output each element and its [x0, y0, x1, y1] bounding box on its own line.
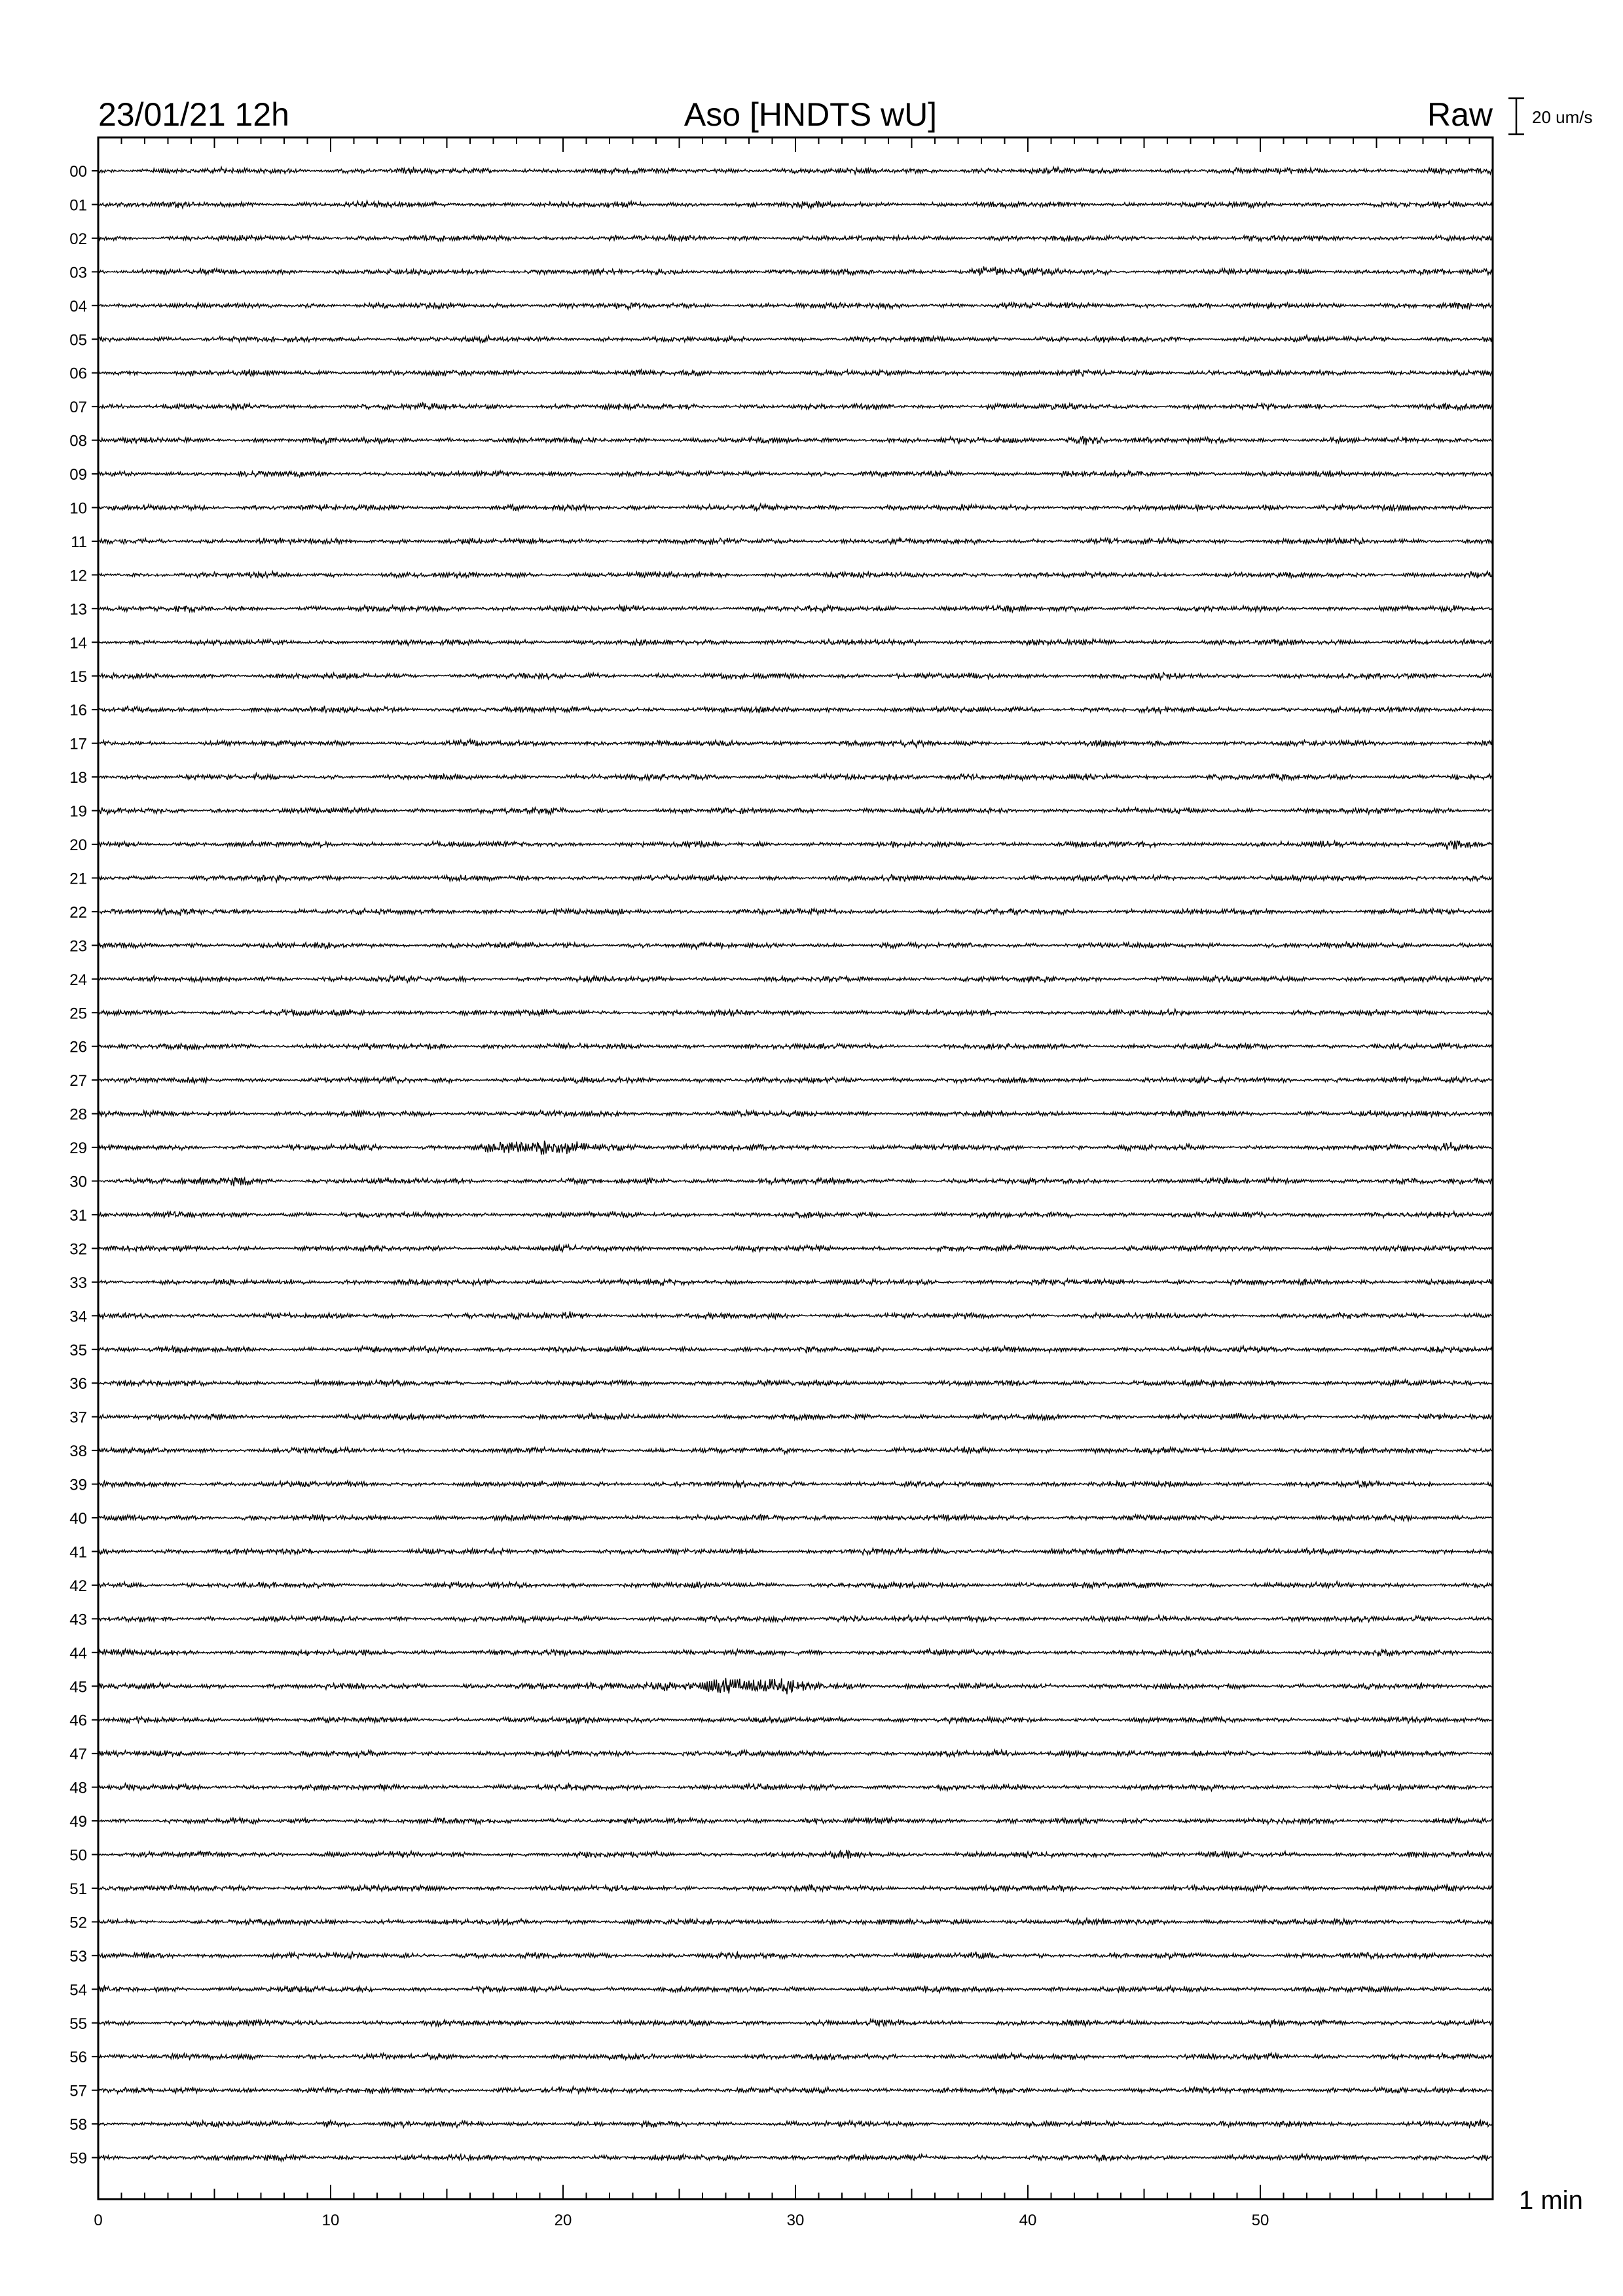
trace-row-50	[98, 1850, 1493, 1859]
trace-row-25	[98, 1009, 1493, 1016]
trace-row-21	[98, 874, 1493, 882]
trace-row-35	[98, 1346, 1493, 1353]
trace-row-32	[98, 1245, 1493, 1252]
x-tick-label: 50	[1251, 2212, 1269, 2229]
trace-row-54	[98, 1986, 1493, 1993]
trace-row-55	[98, 2019, 1493, 2026]
mode-label: Raw	[1427, 96, 1493, 133]
trace-row-28	[98, 1110, 1493, 1117]
trace-row-37	[98, 1413, 1493, 1420]
trace-row-46	[98, 1716, 1493, 1723]
row-label-28: 28	[69, 1105, 87, 1124]
trace-row-29	[98, 1141, 1493, 1155]
trace-row-24	[98, 976, 1493, 983]
x-tick-label: 40	[1019, 2212, 1037, 2229]
row-label-25: 25	[69, 1005, 87, 1023]
trace-row-47	[98, 1749, 1493, 1757]
trace-row-49	[98, 1818, 1493, 1825]
row-label-00: 00	[69, 163, 87, 181]
trace-row-45	[98, 1678, 1493, 1695]
trace-row-14	[98, 639, 1493, 646]
trace-row-56	[98, 2053, 1493, 2061]
trace-row-00	[98, 167, 1493, 174]
trace-row-57	[98, 2087, 1493, 2094]
x-unit-label: 1 min	[1519, 2186, 1583, 2215]
scale-bar	[1508, 98, 1524, 134]
row-label-32: 32	[69, 1240, 87, 1259]
row-label-51: 51	[69, 1880, 87, 1898]
date-hour-label: 23/01/21 12h	[98, 96, 289, 133]
row-label-47: 47	[69, 1746, 87, 1764]
row-label-39: 39	[69, 1476, 87, 1494]
row-label-34: 34	[69, 1308, 87, 1326]
row-label-12: 12	[69, 567, 87, 585]
row-label-15: 15	[69, 668, 87, 686]
trace-row-15	[98, 673, 1493, 679]
row-label-55: 55	[69, 2015, 87, 2033]
trace-row-10	[98, 504, 1493, 511]
trace-row-03	[98, 266, 1493, 276]
row-label-10: 10	[69, 499, 87, 518]
trace-row-27	[98, 1077, 1493, 1084]
row-label-18: 18	[69, 769, 87, 787]
row-label-14: 14	[69, 634, 87, 653]
trace-row-23	[98, 942, 1493, 949]
trace-row-36	[98, 1380, 1493, 1387]
trace-row-39	[98, 1480, 1493, 1487]
row-label-08: 08	[69, 432, 87, 450]
row-label-05: 05	[69, 331, 87, 350]
row-label-33: 33	[69, 1274, 87, 1292]
row-label-53: 53	[69, 1947, 87, 1965]
row-label-48: 48	[69, 1779, 87, 1797]
row-label-03: 03	[69, 264, 87, 282]
trace-row-19	[98, 807, 1493, 814]
row-label-16: 16	[69, 702, 87, 720]
trace-row-04	[98, 302, 1493, 310]
row-label-35: 35	[69, 1341, 87, 1359]
row-label-57: 57	[69, 2082, 87, 2100]
trace-row-33	[98, 1279, 1493, 1286]
row-label-38: 38	[69, 1443, 87, 1461]
trace-row-40	[98, 1514, 1493, 1521]
x-tick-label: 20	[554, 2212, 572, 2229]
row-label-44: 44	[69, 1644, 87, 1662]
row-label-24: 24	[69, 971, 87, 989]
trace-row-31	[98, 1211, 1493, 1219]
trace-row-44	[98, 1649, 1493, 1656]
row-label-42: 42	[69, 1577, 87, 1595]
row-label-29: 29	[69, 1139, 87, 1158]
x-tick-label: 30	[786, 2212, 805, 2229]
row-label-07: 07	[69, 399, 87, 417]
trace-row-41	[98, 1549, 1493, 1555]
x-tick-label: 0	[94, 2212, 103, 2229]
row-label-01: 01	[69, 196, 87, 215]
row-label-26: 26	[69, 1038, 87, 1056]
row-label-21: 21	[69, 870, 87, 888]
row-label-17: 17	[69, 735, 87, 753]
trace-row-34	[98, 1312, 1493, 1319]
row-label-49: 49	[69, 1813, 87, 1831]
row-label-43: 43	[69, 1611, 87, 1629]
trace-row-12	[98, 571, 1493, 579]
trace-row-22	[98, 908, 1493, 916]
trace-row-08	[98, 436, 1493, 445]
trace-row-18	[98, 774, 1493, 781]
trace-row-51	[98, 1885, 1493, 1892]
trace-row-11	[98, 538, 1493, 545]
row-label-37: 37	[69, 1408, 87, 1427]
trace-row-09	[98, 471, 1493, 477]
row-label-30: 30	[69, 1173, 87, 1191]
trace-row-58	[98, 2121, 1493, 2128]
trace-row-05	[98, 335, 1493, 342]
row-label-04: 04	[69, 297, 87, 315]
trace-row-20	[98, 841, 1493, 850]
row-label-19: 19	[69, 802, 87, 821]
row-label-06: 06	[69, 365, 87, 383]
trace-row-01	[98, 201, 1493, 209]
row-label-20: 20	[69, 836, 87, 854]
trace-row-48	[98, 1784, 1493, 1791]
trace-row-13	[98, 605, 1493, 613]
trace-row-43	[98, 1615, 1493, 1623]
row-label-46: 46	[69, 1712, 87, 1730]
row-label-58: 58	[69, 2116, 87, 2134]
row-label-54: 54	[69, 1981, 87, 2000]
station-title: Aso [HNDTS wU]	[684, 96, 938, 133]
trace-row-06	[98, 369, 1493, 376]
trace-row-26	[98, 1043, 1493, 1050]
trace-row-42	[98, 1581, 1493, 1588]
trace-row-07	[98, 403, 1493, 410]
trace-row-59	[98, 2154, 1493, 2161]
row-label-36: 36	[69, 1375, 87, 1393]
amplitude-scale-label: 20 um/s	[1532, 107, 1593, 127]
row-label-11: 11	[71, 533, 87, 551]
row-label-23: 23	[69, 937, 87, 956]
row-label-50: 50	[69, 1846, 87, 1865]
x-tick-label: 10	[321, 2212, 340, 2229]
row-label-52: 52	[69, 1914, 87, 1932]
trace-row-02	[98, 235, 1493, 242]
row-label-27: 27	[69, 1072, 87, 1090]
row-label-41: 41	[69, 1543, 87, 1562]
row-label-22: 22	[69, 903, 87, 922]
row-label-45: 45	[69, 1678, 87, 1696]
row-label-56: 56	[69, 2049, 87, 2067]
trace-row-16	[98, 706, 1493, 713]
row-label-31: 31	[69, 1206, 87, 1225]
trace-row-53	[98, 1952, 1493, 1959]
trace-row-30	[98, 1177, 1493, 1187]
row-label-02: 02	[69, 230, 87, 248]
row-label-13: 13	[69, 600, 87, 619]
trace-row-52	[98, 1918, 1493, 1926]
trace-row-38	[98, 1446, 1493, 1454]
trace-row-17	[98, 740, 1493, 747]
row-label-09: 09	[69, 466, 87, 484]
row-label-59: 59	[69, 2149, 87, 2168]
row-label-40: 40	[69, 1510, 87, 1528]
